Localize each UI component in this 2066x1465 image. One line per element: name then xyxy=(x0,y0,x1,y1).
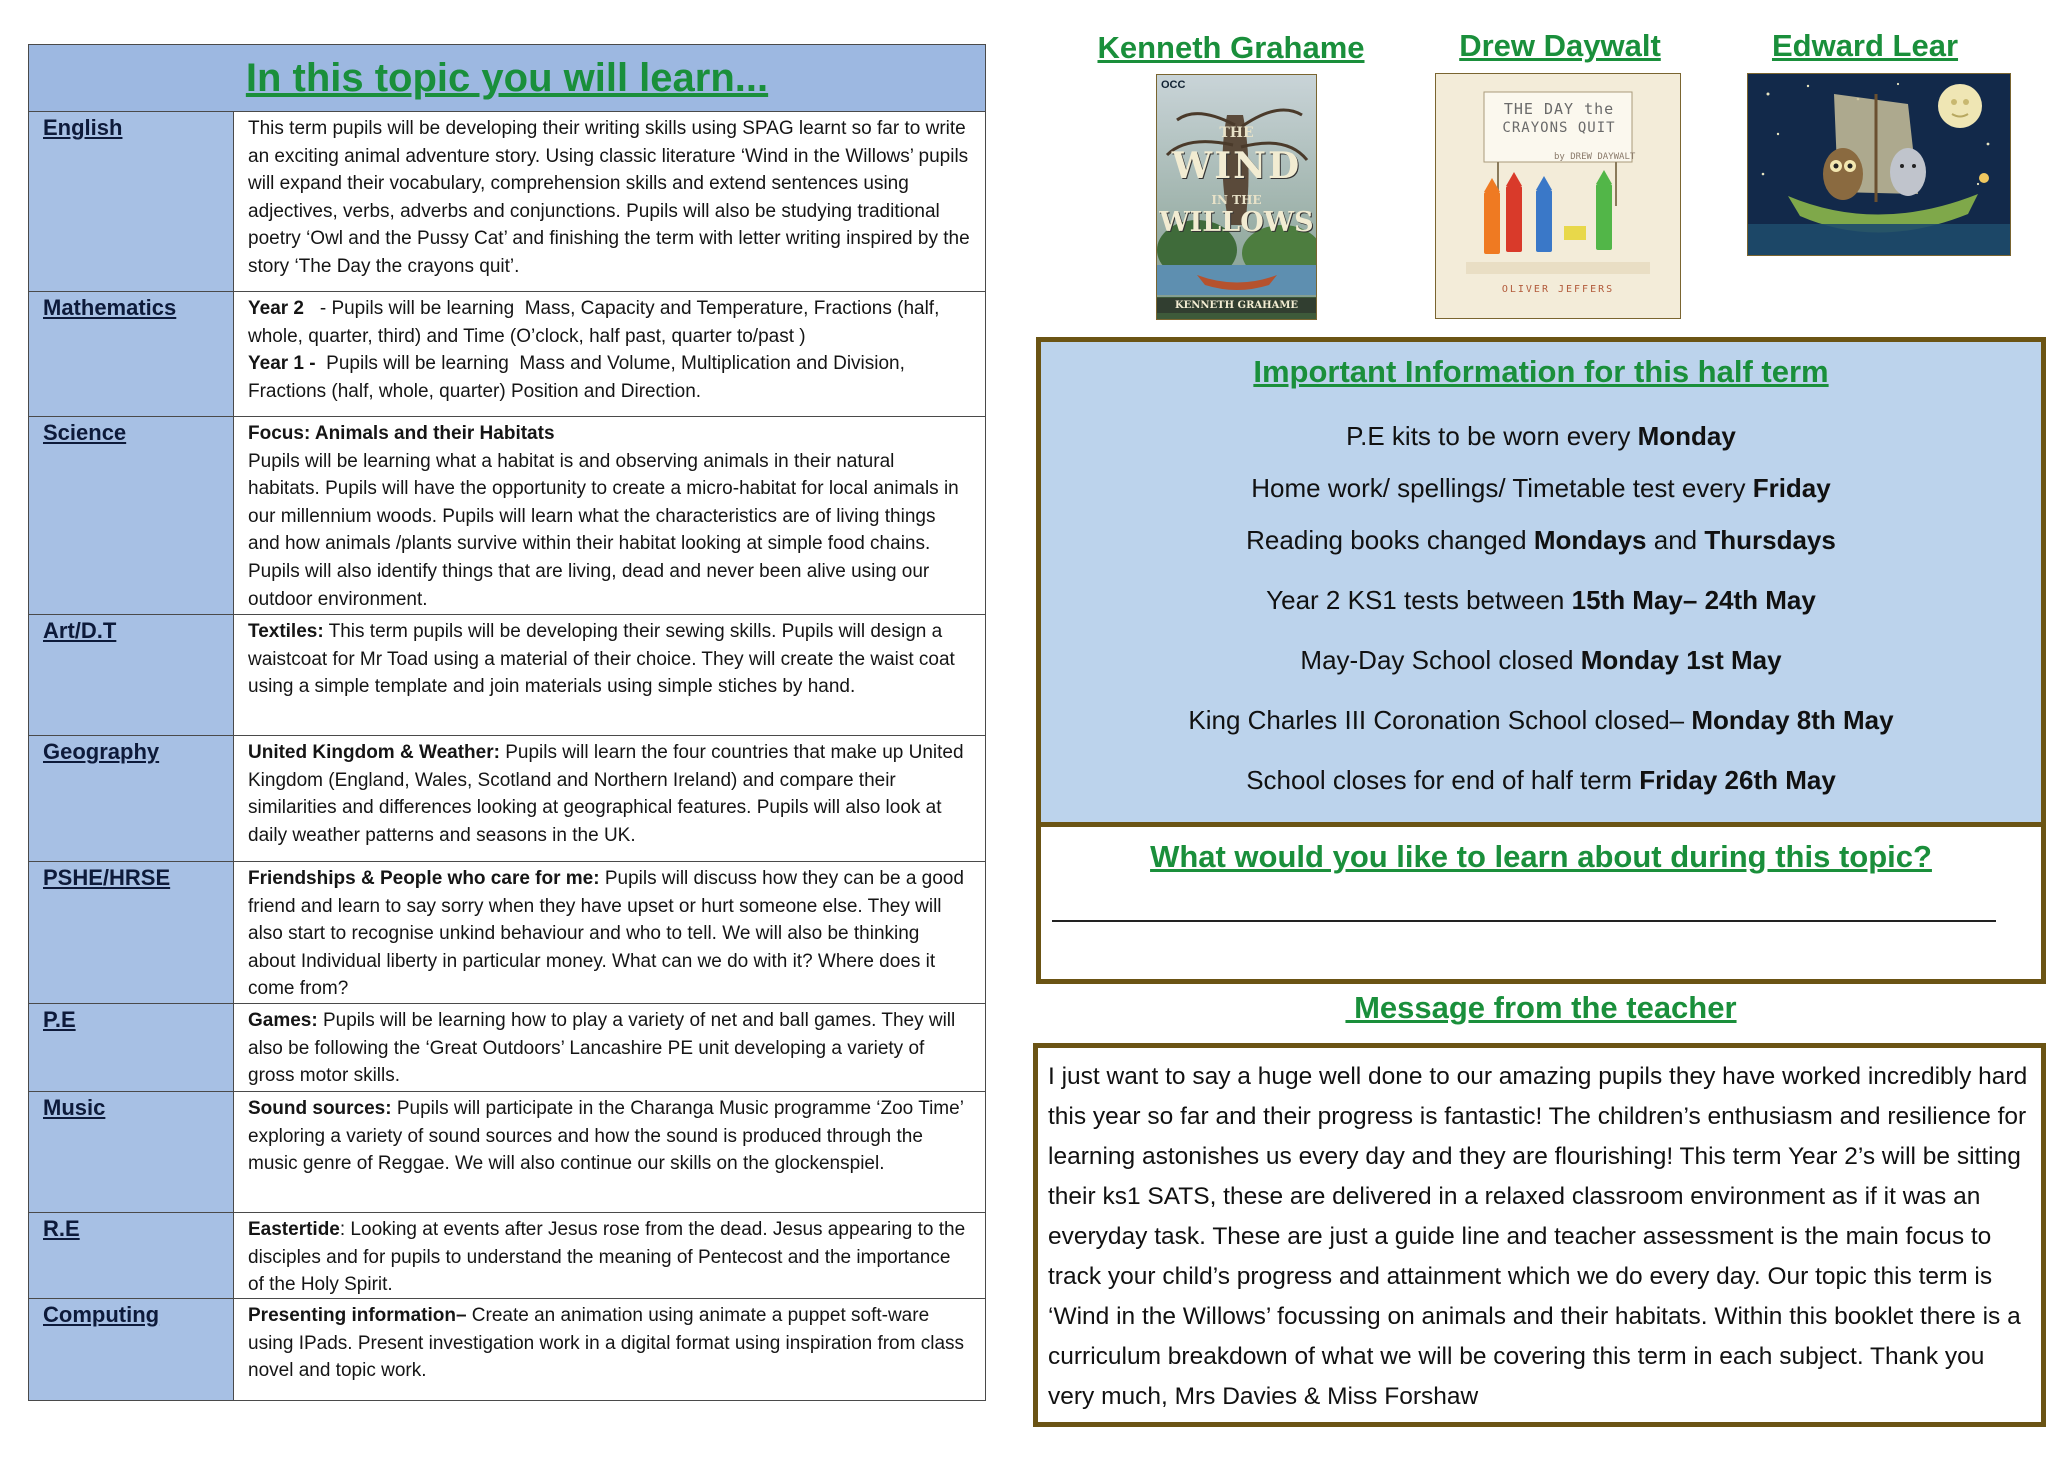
info-bold: Thursdays xyxy=(1704,525,1836,555)
description-bold: Year 2 xyxy=(248,298,304,319)
description-text: Pupils will be learning what a habitat is and observing animals in their natural habitats. Pupils will have the opportunity to create a micro-habitat for local animals in our millennium woods. Pupils will learn what the characteristics are of living things and how animals /plants survive within their habitat looking at simple food chains. Pupils will also identify things that are living, dead and never been alive using our outdoor environment. xyxy=(248,450,959,610)
cover-title-line2: CRAYONS QUIT xyxy=(1502,120,1616,136)
info-text: School closes for end of half term xyxy=(1246,765,1640,795)
info-bold: Monday 8th May xyxy=(1691,705,1894,735)
description-text: Pupils will be learning Mass and Volume, Multiplication and Division, Fractions (half, whole, quarter) Position and Direction. xyxy=(248,353,916,402)
description-text: Pupils will participate in the Charanga Music programme ‘Zoo Time’ exploring a variety of sound sources and how the sound is produced through the music genre of Reggae. We will also continue our skills on the glockenspiel. xyxy=(248,1098,964,1175)
description-bold: Presenting information– xyxy=(248,1305,467,1326)
info-text: King Charles III Coronation School closed– xyxy=(1188,705,1692,735)
info-text: P.E kits to be worn every xyxy=(1346,421,1638,451)
table-row xyxy=(29,615,985,736)
book-cover-wind-in-the-willows xyxy=(1156,74,1317,320)
description-text: This term pupils will be developing their writing skills using SPAG learnt so far to write an exciting animal adventure story. Using classic literature ‘Wind in the Willows’ pupils will expand their vocabulary, comprehension skills and extend sentences using adjectives, verbs, adverbs and conjunctions. Pupils will also be studying traditional poetry ‘Owl and the Pussy Cat’ and finishing the term with letter writing inspired by the story ‘The Day the crayons quit’. xyxy=(248,118,970,277)
cover-title-line1: THE DAY the xyxy=(1503,100,1615,118)
description-bold: Sound sources: xyxy=(248,1098,392,1119)
subject-mathematics: Mathematics xyxy=(29,292,234,416)
description-bold: Friendships & People who care for me: xyxy=(248,868,600,889)
table-row xyxy=(29,1299,985,1400)
info-text: May-Day School closed xyxy=(1300,645,1581,675)
owl-pussycat-illustration xyxy=(1748,74,2010,255)
book-cover-owl-pussycat xyxy=(1747,73,2011,256)
subject-science: Science xyxy=(29,417,234,614)
info-line-reading-books xyxy=(1041,525,2041,556)
curriculum-table xyxy=(28,44,986,1401)
table-row xyxy=(29,292,985,417)
book-cover-day-crayons-quit xyxy=(1435,73,1681,319)
table-row xyxy=(29,862,985,1004)
subject-geography: Geography xyxy=(29,736,234,861)
info-text: Home work/ spellings/ Timetable test every xyxy=(1251,473,1753,503)
description-bold: Eastertide xyxy=(248,1219,340,1240)
curriculum-title: In this topic you will learn... xyxy=(29,45,985,112)
subject-english: English xyxy=(29,112,234,291)
teacher-message-heading: Message from the teacher xyxy=(1345,990,1737,1025)
cover-title-mid: IN THE xyxy=(1211,193,1262,207)
table-row xyxy=(29,736,985,862)
author-kenneth-grahame: Kenneth Grahame xyxy=(1097,30,1365,65)
table-row xyxy=(29,1004,985,1092)
subject-description xyxy=(234,292,985,416)
subject-re: R.E xyxy=(29,1213,234,1298)
cover-byline: by DREW DAYWALT xyxy=(1554,152,1636,162)
cover-title-top: THE xyxy=(1219,125,1254,141)
learning-question: What would you like to learn about during this topic? xyxy=(1150,839,1932,874)
important-info-title: Important Information for this half term xyxy=(1253,354,1829,389)
info-text: Reading books changed xyxy=(1246,525,1534,555)
description-bold: Year 1 - xyxy=(248,353,316,375)
info-bold: Mondays xyxy=(1533,525,1647,555)
cover-brand: OCC xyxy=(1161,79,1186,91)
cover-author: KENNETH GRAHAME xyxy=(1157,298,1316,313)
table-row xyxy=(29,112,985,292)
description-bold: Games: xyxy=(248,1010,318,1031)
subject-description xyxy=(234,862,985,1003)
info-bold: Monday 1st May xyxy=(1580,645,1782,675)
table-row xyxy=(29,417,985,615)
info-line-half-term xyxy=(1041,765,2041,796)
answer-write-line[interactable] xyxy=(1052,920,1996,922)
info-bold: 15th May– 24th May xyxy=(1571,585,1816,615)
author-edward-lear: Edward Lear xyxy=(1771,28,1959,63)
teacher-message-text: I just want to say a huge well done to our amazing pupils they have worked incredibly hard this year so far and their progress is fantastic! The children’s enthusiasm and resilience for learning astonishes us every day and they are flourishing! This term Year 2’s will be sitting their ks1 SATS, these are delivered in a relaxed classroom environment as if it was an everyday task. These are just a guide line and teacher assessment is the main focus to track your child’s progress and attainment which we do every day. Our topic this term is ‘Wind in the Willows’ focussing on animals and their habitats. Within this booklet there is a curriculum breakdown of what we will be covering this term in each subject. Thank you very much, Mrs Davies & Miss Forshaw xyxy=(1048,1063,2028,1410)
info-line-may-day xyxy=(1041,645,2041,676)
info-line-homework xyxy=(1041,473,2041,504)
cover-title-main: WIND xyxy=(1171,145,1302,187)
subject-description xyxy=(234,1004,985,1091)
description-text: : Looking at events after Jesus rose from the dead. Jesus appearing to the disciples and for pupils to understand the meaning of Pentecost and the importance of the Holy Spirit. xyxy=(248,1219,966,1296)
teacher-message-box xyxy=(1033,1043,2046,1427)
description-bold: Focus: Animals and their Habitats xyxy=(248,423,555,444)
cover-title-bottom: WILLOWS xyxy=(1159,207,1314,238)
info-line-ks1-tests xyxy=(1041,585,2041,616)
table-row xyxy=(29,1092,985,1213)
info-text: and xyxy=(1646,525,1705,555)
cover-illustrator: OLIVER JEFFERS xyxy=(1501,284,1615,295)
info-text: Year 2 KS1 tests between xyxy=(1266,585,1572,615)
subject-art-dt: Art/D.T xyxy=(29,615,234,735)
subject-description xyxy=(234,736,985,861)
subject-description xyxy=(234,417,985,614)
author-drew-daywalt: Drew Daywalt xyxy=(1459,28,1661,63)
subject-pshe-hrse: PSHE/HRSE xyxy=(29,862,234,1003)
description-bold: United Kingdom & Weather: xyxy=(248,742,500,763)
description-text: Pupils will discuss how they can be a good friend and learn to say sorry when they have upset or hurt someone else. They will also start to recognise unkind behaviour and who to tell. We will also be thinking about Individual liberty in particular money. What can we do with it? Where does it come from? xyxy=(248,868,964,1000)
description-text: Pupils will be learning how to play a variety of net and ball games. They will also be following the ‘Great Outdoors’ Lancashire PE unit developing a variety of gross motor skills. xyxy=(248,1010,956,1087)
crayon-orange xyxy=(1484,178,1500,254)
info-bold: Monday xyxy=(1637,421,1736,451)
description-bold: Textiles: xyxy=(248,621,324,642)
subject-description xyxy=(234,1299,985,1400)
info-bold: Friday 26th May xyxy=(1639,765,1836,795)
description-text: Pupils will learn the four countries that make up United Kingdom (England, Wales, Scotland and Northern Ireland) and compare their similarities and differences looking at geographical features. Pupils will also look at daily weather patterns and seasons in the UK. xyxy=(248,742,964,846)
important-info-panel xyxy=(1041,342,2041,827)
table-row xyxy=(29,1213,985,1299)
subject-pe: P.E xyxy=(29,1004,234,1091)
subject-description xyxy=(234,112,985,291)
description-text: Create an animation using animate a puppet soft-ware using IPads. Present investigation work in a digital format using inspiration from class novel and topic work. xyxy=(248,1305,965,1382)
subject-description xyxy=(234,615,985,735)
subject-description xyxy=(234,1092,985,1212)
subject-music: Music xyxy=(29,1092,234,1212)
subject-computing: Computing xyxy=(29,1299,234,1400)
info-line-coronation xyxy=(1041,705,2041,736)
important-info-box xyxy=(1036,337,2046,984)
info-bold: Friday xyxy=(1752,473,1831,503)
description-text: - Pupils will be learning Mass, Capacity and Temperature, Fractions (half, whole, quarter, third) and Time (O’clock, half past, quarter to/past ) xyxy=(248,298,945,347)
description-text: This term pupils will be developing their sewing skills. Pupils will design a waistcoat for Mr Toad using a material of their choice. They will create the waist coat using a simple template and join materials using simple stiches by hand. xyxy=(248,621,955,698)
subject-description xyxy=(234,1213,985,1298)
info-line-pe-kits xyxy=(1041,421,2041,452)
